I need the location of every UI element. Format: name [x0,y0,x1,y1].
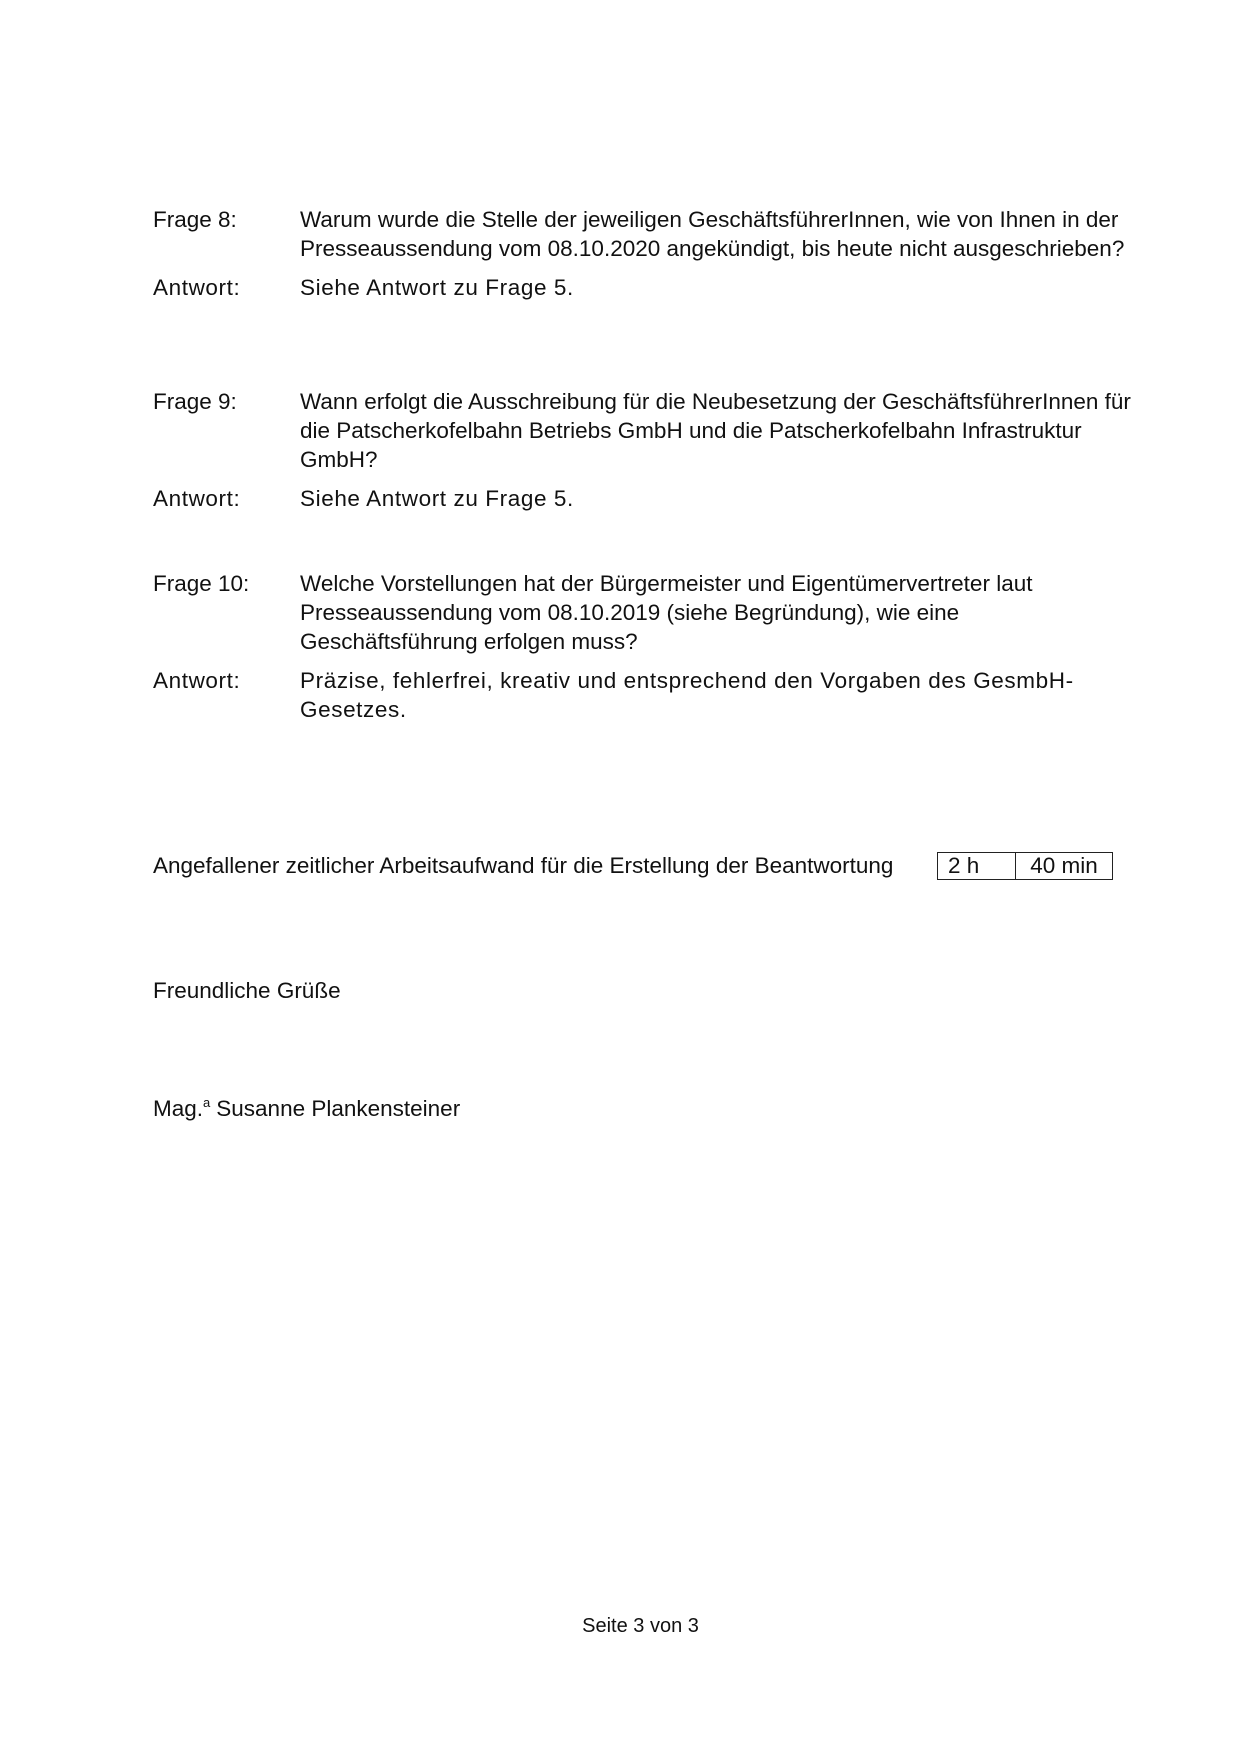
answer-row [153,484,1138,513]
answer-row [153,273,1138,302]
answer-label: Antwort: [153,275,241,300]
question-label: Frage 10: [153,571,250,596]
effort-minutes: 40 min [1030,853,1098,878]
closing-greeting: Freundliche Grüße [153,978,341,1003]
signature-name: Susanne Plankensteiner [216,1096,461,1121]
qa-block-frage-10 [153,569,1138,724]
question-row [153,387,1138,474]
work-effort-line [153,852,1113,880]
signature-line [153,1088,460,1124]
answer-text: Präzise, fehlerfrei, kreativ und entsprechend den Vorgaben des GesmbH-Gesetzes. [300,668,1074,722]
qa-block-frage-9 [153,387,1138,513]
question-row [153,569,1138,656]
qa-block-frage-8 [153,205,1138,302]
question-label: Frage 8: [153,207,237,232]
answer-label: Antwort: [153,486,241,511]
answer-text: Siehe Antwort zu Frage 5. [300,275,574,300]
signature-title [153,1088,210,1124]
question-text: Warum wurde die Stelle der jeweiligen GeschäftsführerInnen, wie von Ihnen in der Presseaussendung vom 08.10.2020 angekündigt, bis heute nicht ausgeschrieben? [300,207,1125,261]
effort-hours: 2 h [938,853,1016,879]
work-effort-label: Angefallener zeitlicher Arbeitsaufwand für die Erstellung der Beantwortung [153,853,894,878]
question-text: Welche Vorstellungen hat der Bürgermeister und Eigentümervertreter laut Presseaussendung vom 08.10.2019 (siehe Begründung), wie eine Geschäftsführung erfolgen muss? [300,571,1033,654]
signature-title-superscript: a [203,1095,211,1110]
question-text: Wann erfolgt die Ausschreibung für die Neubesetzung der GeschäftsführerInnen für die Patscherkofelbahn Betriebs GmbH und die Patscherkofelbahn Infrastruktur GmbH? [300,389,1131,472]
signature-title-text: Mag. [153,1096,204,1121]
answer-row [153,666,1138,724]
question-label: Frage 9: [153,389,237,414]
page-footer: Seite 3 von 3 [582,1615,699,1637]
question-row [153,205,1138,263]
answer-label: Antwort: [153,668,241,693]
work-effort-box [937,852,1113,880]
answer-text: Siehe Antwort zu Frage 5. [300,486,574,511]
